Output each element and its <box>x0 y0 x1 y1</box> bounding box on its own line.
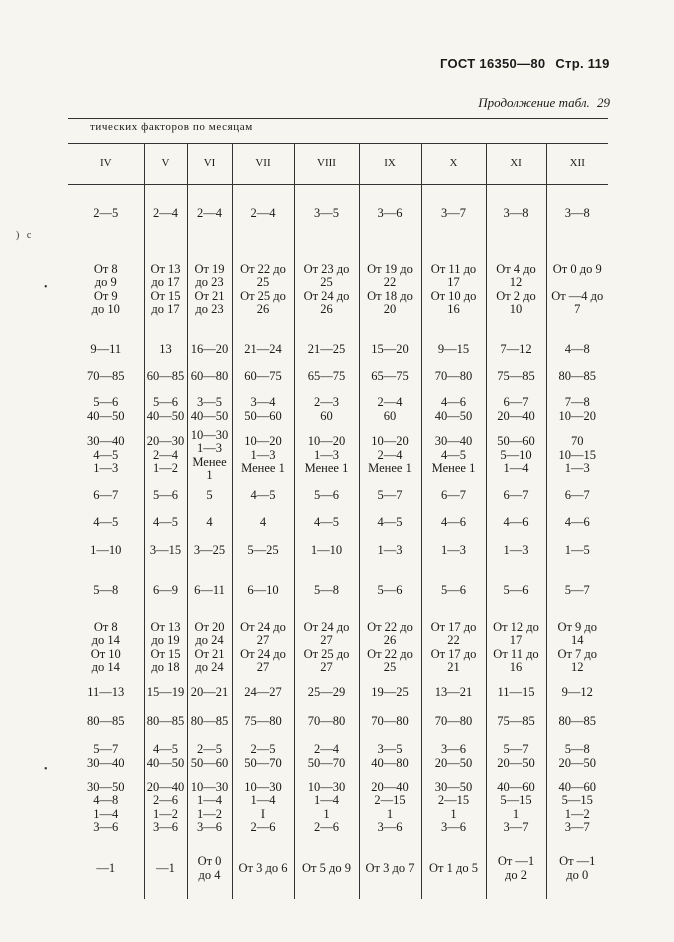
table-cell: 11—15 <box>486 679 546 707</box>
climate-factors-table <box>68 143 608 899</box>
table-cell: От 12 до 17 От 11 до 16 <box>486 617 546 679</box>
table-cell: 3—5 40—50 <box>187 391 232 429</box>
table-row <box>68 391 608 429</box>
page-number: Стр. 119 <box>555 56 610 71</box>
table-cell: 5—6 40—50 <box>144 391 187 429</box>
table-cell: 2—4 <box>232 185 294 243</box>
table-cell: 20—30 2—4 1—2 <box>144 429 187 483</box>
table-cell: От 17 до 22 От 17 до 21 <box>421 617 486 679</box>
table-cell: 30—40 4—5 1—3 <box>87 434 125 476</box>
month-header: IV <box>68 144 144 185</box>
table-row <box>68 363 608 391</box>
table-cell: 21—25 <box>294 337 359 363</box>
table-cell: 5—7 <box>359 483 421 509</box>
table-cell: 75—85 <box>486 707 546 737</box>
table-cell: 2—4 <box>144 185 187 243</box>
table-cell: 5—8 20—50 <box>546 737 608 777</box>
table-cell: 3—6 <box>359 185 421 243</box>
table-cell: 11—13 <box>87 684 125 699</box>
table-row <box>68 243 608 337</box>
table-cell: 4—8 <box>546 337 608 363</box>
margin-mark: • <box>44 764 48 775</box>
table-cell: От 3 до 6 <box>232 839 294 899</box>
table-cell: 30—50 4—8 1—4 3—6 <box>87 779 125 834</box>
table-cell: 1—3 <box>421 537 486 565</box>
table-cell: От 9 до 14 От 7 до 12 <box>546 617 608 679</box>
table-cell: 70—80 <box>421 363 486 391</box>
table-cell: 5—6 40—50 <box>87 395 125 423</box>
table-cell: 6—10 <box>232 565 294 617</box>
table-cell: 40—60 5—15 1—2 3—7 <box>546 777 608 839</box>
table-cell: 4—5 <box>294 509 359 537</box>
month-header: X <box>421 144 486 185</box>
table-cell: 4—6 <box>421 509 486 537</box>
month-header: VII <box>232 144 294 185</box>
table-cell: 1—10 <box>294 537 359 565</box>
table-cell: 75—85 <box>486 363 546 391</box>
table-cell: 2—4 <box>187 185 232 243</box>
table-cell: 70 10—15 1—3 <box>546 429 608 483</box>
table-cell: 30—50 2—15 1 3—6 <box>421 777 486 839</box>
table-cell: 5—6 <box>359 565 421 617</box>
table-cell: 5—6 <box>144 483 187 509</box>
table-cell: —1 <box>96 860 116 875</box>
table-cell: 19—25 <box>359 679 421 707</box>
table-cell: От 4 до 12 От 2 до 10 <box>486 243 546 337</box>
table-row <box>68 429 608 483</box>
table-cell: 15—20 <box>359 337 421 363</box>
table-cell: 6—9 <box>144 565 187 617</box>
table-cell: 2—5 50—70 <box>232 737 294 777</box>
table-cell: 10—20 1—3 Менее 1 <box>294 429 359 483</box>
table-cell: 5—8 <box>294 565 359 617</box>
table-cell: 2—4 50—70 <box>294 737 359 777</box>
table-row <box>68 565 608 617</box>
table-cell: От 13 до 17 От 15 до 17 <box>144 243 187 337</box>
month-header: VIII <box>294 144 359 185</box>
table-cell: 2—4 60 <box>359 391 421 429</box>
table-cell: 30—40 4—5 Менее 1 <box>421 429 486 483</box>
margin-mark: ) c <box>16 230 32 241</box>
table-cell: От 0 до 4 <box>187 839 232 899</box>
table-row <box>68 483 608 509</box>
table-cell: 4—5 <box>359 509 421 537</box>
table-row <box>68 737 608 777</box>
table-cell: От 5 до 9 <box>294 839 359 899</box>
table-cell: 40—60 5—15 1 3—7 <box>486 777 546 839</box>
table-cell: От 24 до 27 От 25 до 27 <box>294 617 359 679</box>
table-cell: 2—5 50—60 <box>187 737 232 777</box>
table-cell: 5—7 30—40 <box>87 742 125 770</box>
table-cell: 10—20 1—3 Менее 1 <box>232 429 294 483</box>
table-cell: 13 <box>144 337 187 363</box>
table-cell: 60—85 <box>144 363 187 391</box>
table-cell: —1 <box>144 839 187 899</box>
table-cell: 7—8 10—20 <box>546 391 608 429</box>
table-cell: 1—3 <box>486 537 546 565</box>
table-cell: 10—30 1—4 1—2 3—6 <box>187 777 232 839</box>
table-cell: 5—6 <box>421 565 486 617</box>
table-cell: 70—80 <box>421 707 486 737</box>
month-header: IX <box>359 144 421 185</box>
table-cell: 10—30 1—3 Менее 1 <box>187 429 232 483</box>
table-cell: 70—80 <box>359 707 421 737</box>
table-cell: От 19 до 22 От 18 до 20 <box>359 243 421 337</box>
table-cell: 3—4 50—60 <box>232 391 294 429</box>
table-cell: 15—19 <box>144 679 187 707</box>
table-row <box>68 777 608 839</box>
table-cell: 3—6 20—50 <box>421 737 486 777</box>
table-cell: 65—75 <box>359 363 421 391</box>
table-row <box>68 679 608 707</box>
table-cell: От 19 до 23 От 21 до 23 <box>187 243 232 337</box>
table-row <box>68 707 608 737</box>
table-row <box>68 617 608 679</box>
table-continuation-label <box>474 95 610 111</box>
table-cell: 2—3 60 <box>294 391 359 429</box>
table-cell: 65—75 <box>294 363 359 391</box>
table-cell: 4—5 <box>93 514 119 529</box>
table-cell: От 24 до 27 От 24 до 27 <box>232 617 294 679</box>
table-cell: 9—12 <box>546 679 608 707</box>
table-cell: 4—6 40—50 <box>421 391 486 429</box>
table-cell: От 13 до 19 От 15 до 18 <box>144 617 187 679</box>
table-cell: От 20 до 24 От 21 до 24 <box>187 617 232 679</box>
table-cell: 4 <box>187 509 232 537</box>
table-cell: 5 <box>187 483 232 509</box>
table-cell: 80—85 <box>546 363 608 391</box>
table-cell: От 23 до 25 От 24 до 26 <box>294 243 359 337</box>
table-cell: 4—5 <box>232 483 294 509</box>
month-header: XII <box>546 144 608 185</box>
table-cell: 6—11 <box>187 565 232 617</box>
table-cell: 6—7 <box>93 487 119 502</box>
table-cell: 20—21 <box>187 679 232 707</box>
table-cell: 20—40 2—6 1—2 3—6 <box>144 777 187 839</box>
table-cell: 2—5 <box>93 206 119 220</box>
table-cell: 21—24 <box>232 337 294 363</box>
table-cell: 70—85 <box>87 368 125 383</box>
table-cell: 3—8 <box>546 185 608 243</box>
table-cell: 60—80 <box>187 363 232 391</box>
table-cell: От 11 до 17 От 10 до 16 <box>421 243 486 337</box>
table-cell: 5—7 20—50 <box>486 737 546 777</box>
table-cell: От 0 до 9 От —4 до 7 <box>546 243 608 337</box>
table-cell: 10—20 2—4 Менее 1 <box>359 429 421 483</box>
table-cell: 3—8 <box>486 185 546 243</box>
table-number: 29 <box>597 95 610 110</box>
table-cell: 1—5 <box>546 537 608 565</box>
table-cell: 50—60 5—10 1—4 <box>486 429 546 483</box>
table-cell: 16—20 <box>187 337 232 363</box>
top-rule <box>68 118 608 119</box>
table-cell: 4—5 <box>144 509 187 537</box>
month-header: V <box>144 144 187 185</box>
table-caption: тических факторов по месяцам <box>90 121 253 133</box>
table-cell: 4 <box>232 509 294 537</box>
table-cell: От 3 до 7 <box>359 839 421 899</box>
table-cell: От 8 до 14 От 10 до 14 <box>90 619 121 674</box>
month-header: XI <box>486 144 546 185</box>
table-body <box>68 185 608 899</box>
table-cell: 10—30 1—4 I 2—6 <box>232 777 294 839</box>
table-cell: От 8 до 9 От 9 до 10 <box>91 261 120 316</box>
table-cell: 3—15 <box>144 537 187 565</box>
table-cell: 80—85 <box>87 713 125 728</box>
table-row <box>68 337 608 363</box>
table-cell: 5—8 <box>93 582 119 597</box>
table-cell: От 1 до 5 <box>421 839 486 899</box>
table-cell: 4—6 <box>546 509 608 537</box>
table-cell: 10—30 1—4 1 2—6 <box>294 777 359 839</box>
table-cell: От 22 до 26 От 22 до 25 <box>359 617 421 679</box>
table-cell: 25—29 <box>294 679 359 707</box>
continuation-text: Продолжение табл. <box>478 95 590 110</box>
table-cell: 13—21 <box>421 679 486 707</box>
table-cell: 6—7 <box>421 483 486 509</box>
table-cell: 75—80 <box>232 707 294 737</box>
table-cell: 3—25 <box>187 537 232 565</box>
table-cell: От —1 до 0 <box>546 839 608 899</box>
table-row <box>68 537 608 565</box>
table-cell: 3—7 <box>421 185 486 243</box>
table-cell: 6—7 <box>546 483 608 509</box>
table-row <box>68 185 608 243</box>
margin-mark: • <box>44 282 48 293</box>
table-cell: 1—3 <box>359 537 421 565</box>
table-cell: 9—11 <box>90 341 122 356</box>
page-header <box>440 56 616 71</box>
table-cell: 9—15 <box>421 337 486 363</box>
table-cell: От 22 до 25 От 25 до 26 <box>232 243 294 337</box>
table-row <box>68 839 608 899</box>
table-cell: 4—6 <box>486 509 546 537</box>
table-cell: 80—85 <box>144 707 187 737</box>
table-cell: 6—7 20—40 <box>486 391 546 429</box>
table-cell: От —1 до 2 <box>486 839 546 899</box>
table-cell: 80—85 <box>546 707 608 737</box>
month-header: VI <box>187 144 232 185</box>
table-cell: 5—6 <box>486 565 546 617</box>
table-cell: 6—7 <box>486 483 546 509</box>
table-cell: 24—27 <box>232 679 294 707</box>
table-cell: 20—40 2—15 1 3—6 <box>359 777 421 839</box>
table-cell: 80—85 <box>187 707 232 737</box>
table-cell: 5—7 <box>546 565 608 617</box>
table-cell: 1—10 <box>90 542 122 557</box>
table-cell: 5—25 <box>232 537 294 565</box>
table-row <box>68 509 608 537</box>
table-cell: 7—12 <box>486 337 546 363</box>
month-header-row <box>68 144 608 185</box>
table-cell: 3—5 <box>294 185 359 243</box>
table-cell: 4—5 40—50 <box>144 737 187 777</box>
table-cell: 70—80 <box>294 707 359 737</box>
table-cell: 5—6 <box>294 483 359 509</box>
table-cell: 3—5 40—80 <box>359 737 421 777</box>
standard-code: ГОСТ 16350—80 <box>440 56 546 71</box>
table-cell: 60—75 <box>232 363 294 391</box>
